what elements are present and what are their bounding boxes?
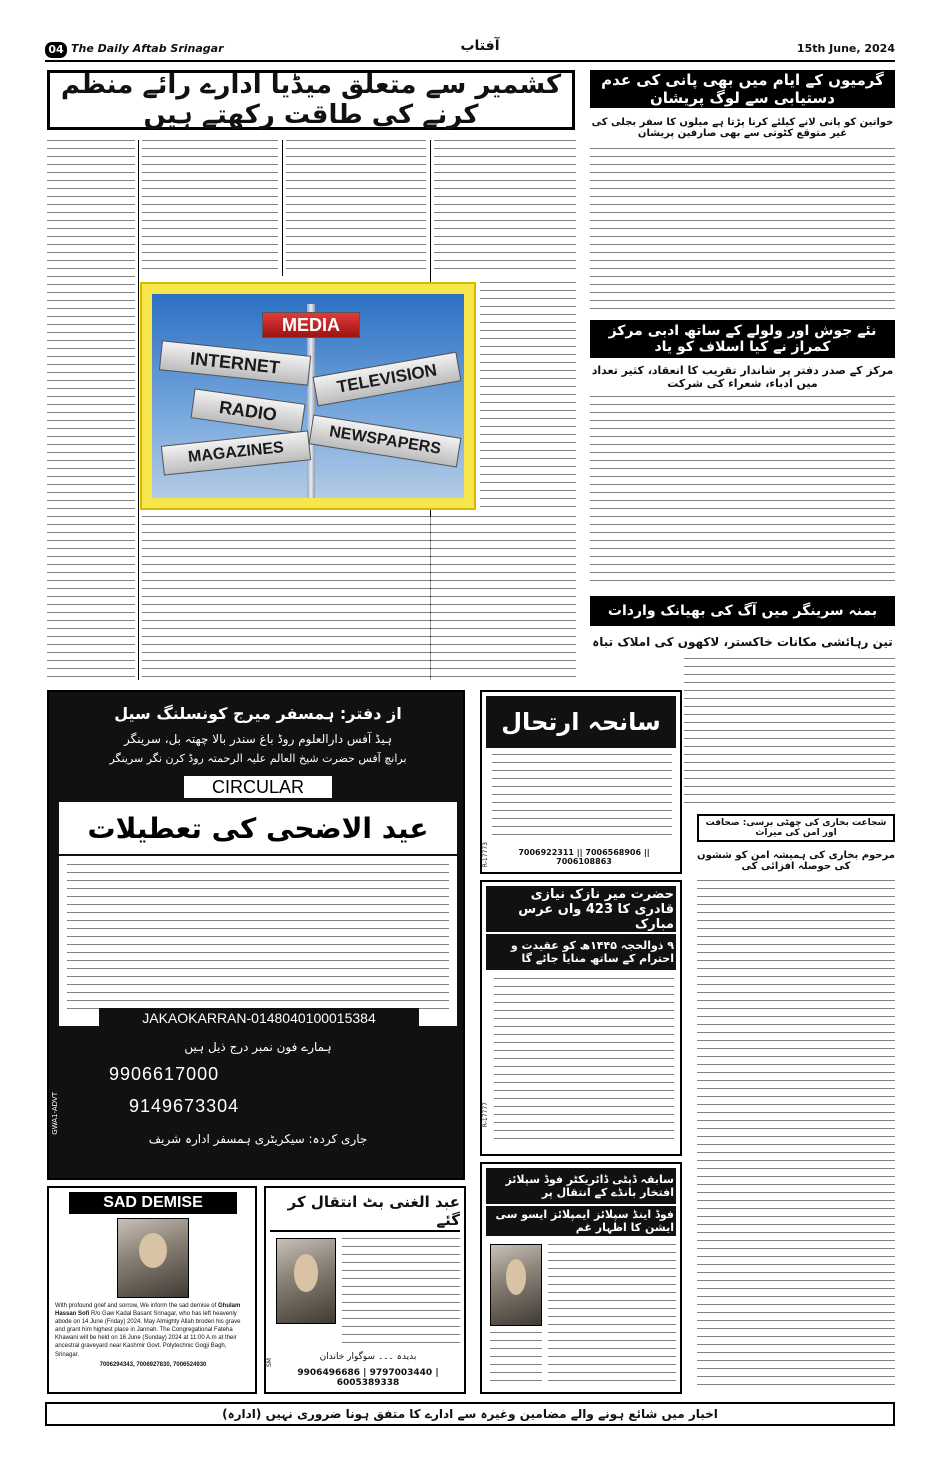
circular-title: عید الاضحی کی تعطیلات xyxy=(59,802,457,854)
circular-phone-1: 9906617000 xyxy=(109,1064,220,1084)
fire-body xyxy=(684,658,895,808)
condolence-ref: R-17773 xyxy=(482,842,489,868)
sad-demise-name: Ghulam Hassan Sofi xyxy=(55,1303,241,1318)
column-rule xyxy=(282,140,283,276)
masthead-logo: آفتاب xyxy=(460,38,500,54)
column-rule xyxy=(138,140,139,680)
director-headline: سابقہ ڈپٹی ڈائریکٹر فوڈ سپلائز افتخار بانڈے کے انتقال پر xyxy=(486,1168,676,1204)
sign-media: MEDIA xyxy=(262,312,360,338)
lead-headline: کشمیر سے متعلق میڈیا ادارے رائے منظم کرنے کی طاقت رکھتے ہیں xyxy=(47,70,575,130)
bukhari-subhead: مرحوم بخاری کی ہمیشہ امن کو ششوں کی حوصلہ افزائی کی xyxy=(697,850,895,872)
bukhari-headline: شجاعت بخاری کی چھٹی برسی: صحافت اور امن کی میراث xyxy=(697,814,895,842)
condolence-title: سانحہ ارتحال xyxy=(486,696,676,748)
condolence-phones: 7006922311 || 7006568906 || 7006108863 xyxy=(518,848,650,866)
urs-ad xyxy=(480,880,682,1156)
sign-magazines: MAGAZINES xyxy=(161,430,311,475)
bhat-title: عبد الغنی بٹ انتقال کر گئے xyxy=(270,1192,460,1232)
water-subhead: خواتین کو پانی لانے کیلئے کرنا پڑتا ہے میلوں کا سفر بجلی کی غیر متوقع کٹوتی سے بھی صارفین پریشان xyxy=(591,117,894,139)
sign-newspapers: NEWSPAPERS xyxy=(309,414,462,467)
lead-body-col-1 xyxy=(47,140,135,680)
director-photo xyxy=(490,1244,542,1326)
director-body xyxy=(548,1244,676,1386)
masthead xyxy=(45,40,895,62)
urs-ref: R-17777 xyxy=(482,1102,489,1128)
sad-demise-body: R/o Gaw Kadal Basant Srinagar, who has left heavenly abode on 14 June (Friday) 2024. May Almighty Allah broden his grave and grant him highest place in Jannah. The Congregational Fateha Khawani will be held on 16 June (Sunday) 2024 at 11:00 A.m at their ancestral graveyard near Kashmir Govt. Polytechnic Gogji Bagh, Srinagar. xyxy=(55,1311,241,1358)
circular-phone-label: ہمارے فون نمبر درج ذیل ہیں xyxy=(184,1040,332,1054)
sign-television: TELEVISION xyxy=(313,352,462,407)
lead-body-bottom xyxy=(142,516,576,680)
circular-body-bg xyxy=(59,856,457,1026)
director-subhead: فوڈ اینڈ سپلائز ایمپلائز ایسو سی ایشن کا اظہار غم xyxy=(486,1206,676,1236)
issue-date: 15th June, 2024 xyxy=(796,42,895,55)
literary-subhead: مرکز کے صدر دفتر پر شاندار تقریب کا انعقاد، کثیر تعداد میں ادباء، شعراء کی شرکت xyxy=(591,364,894,390)
urs-headline: حضرت میر نازک نیازی قادری کا 423 واں عرس مبارک xyxy=(486,886,676,932)
bhat-photo xyxy=(276,1238,336,1324)
footer-disclaimer: اخبار میں شائع ہونے والے مضامین وغیرہ سے ادارے کا متفق ہونا ضروری نہیں (ادارہ) xyxy=(45,1402,895,1426)
deceased-photo xyxy=(117,1218,189,1298)
bhat-phones: 9906496686 | 9797003440 | 6005389338 xyxy=(297,1368,439,1388)
lead-body-col-3 xyxy=(286,140,426,276)
circular-account: JAKAOKARRAN-0148040100015384 xyxy=(99,1008,419,1028)
circular-label: CIRCULAR xyxy=(184,776,332,798)
literary-body xyxy=(590,396,895,586)
circular-address-branch: برانچ آفس حضرت شیخ العالم علیہ الرحمتہ روڈ کرن نگر سرینگر xyxy=(109,752,407,765)
bhat-body xyxy=(342,1238,460,1348)
paper-name: The Daily Aftab Srinagar xyxy=(71,42,224,55)
water-headline: گرمیوں کے ایام میں بھی پانی کی عدم دستیابی سے لوگ پریشان xyxy=(590,70,895,108)
circular-phone-2: 9149673304 xyxy=(129,1096,240,1116)
fire-headline: بمنہ سرینگر میں آگ کی بھیانک واردات xyxy=(590,596,895,626)
director-body-2 xyxy=(490,1332,542,1386)
condolence-ad xyxy=(480,690,682,874)
urs-body xyxy=(494,978,674,1144)
lead-body-col-4b xyxy=(480,282,576,510)
sign-internet: INTERNET xyxy=(159,340,311,386)
circular-tag: GWA1-ADVT xyxy=(51,1092,59,1135)
circular-issued-by: جاری کردہ: سیکریٹری ہمسفر ادارہ شریف xyxy=(148,1132,368,1146)
sad-demise-text xyxy=(55,1302,251,1369)
bhat-tag: SM xyxy=(266,1358,273,1367)
circular-office: از دفتر: ہمسفر میرج کونسلنگ سیل xyxy=(114,704,402,723)
media-signpost-image xyxy=(140,282,476,510)
bukhari-body xyxy=(697,880,895,1390)
page-number: 04 xyxy=(45,42,67,58)
bhat-family: بدیدہ ۔۔۔ سوگوار خاندان xyxy=(319,1352,417,1362)
literary-headline: نئے جوش اور ولولے کے ساتھ ادبی مرکز کمراز نے کیا اسلاف کو یاد xyxy=(590,320,895,358)
urs-subhead: ۹ ذوالحجہ ۱۴۴۵ھ کو عقیدت و احترام کے ساتھ منایا جائے گا xyxy=(486,934,676,970)
water-body xyxy=(590,148,895,310)
director-ad xyxy=(480,1162,682,1394)
bhat-ad xyxy=(264,1186,466,1394)
sign-radio: RADIO xyxy=(190,388,305,433)
sad-demise-phones: 7006294343, 7006927830, 7006524930 xyxy=(99,1361,207,1368)
condolence-body xyxy=(492,754,672,840)
circular-body xyxy=(67,864,449,1014)
lead-body-col-4 xyxy=(434,140,576,276)
sad-demise-title: SAD DEMISE xyxy=(69,1192,237,1214)
sad-demise-intro: With profound grief and sorrow, We inform the sad demise of xyxy=(55,1303,217,1309)
circular-ad xyxy=(47,690,465,1180)
lead-body-col-2 xyxy=(142,140,278,276)
circular-address-head: ہیڈ آفس دارالعلوم روڈ باغ سندر بالا چھتہ بل، سرینگر xyxy=(124,732,392,746)
sad-demise-ad xyxy=(47,1186,257,1394)
fire-subhead: تین رہائشی مکانات خاکستر، لاکھوں کی املاک تباہ xyxy=(592,635,893,649)
